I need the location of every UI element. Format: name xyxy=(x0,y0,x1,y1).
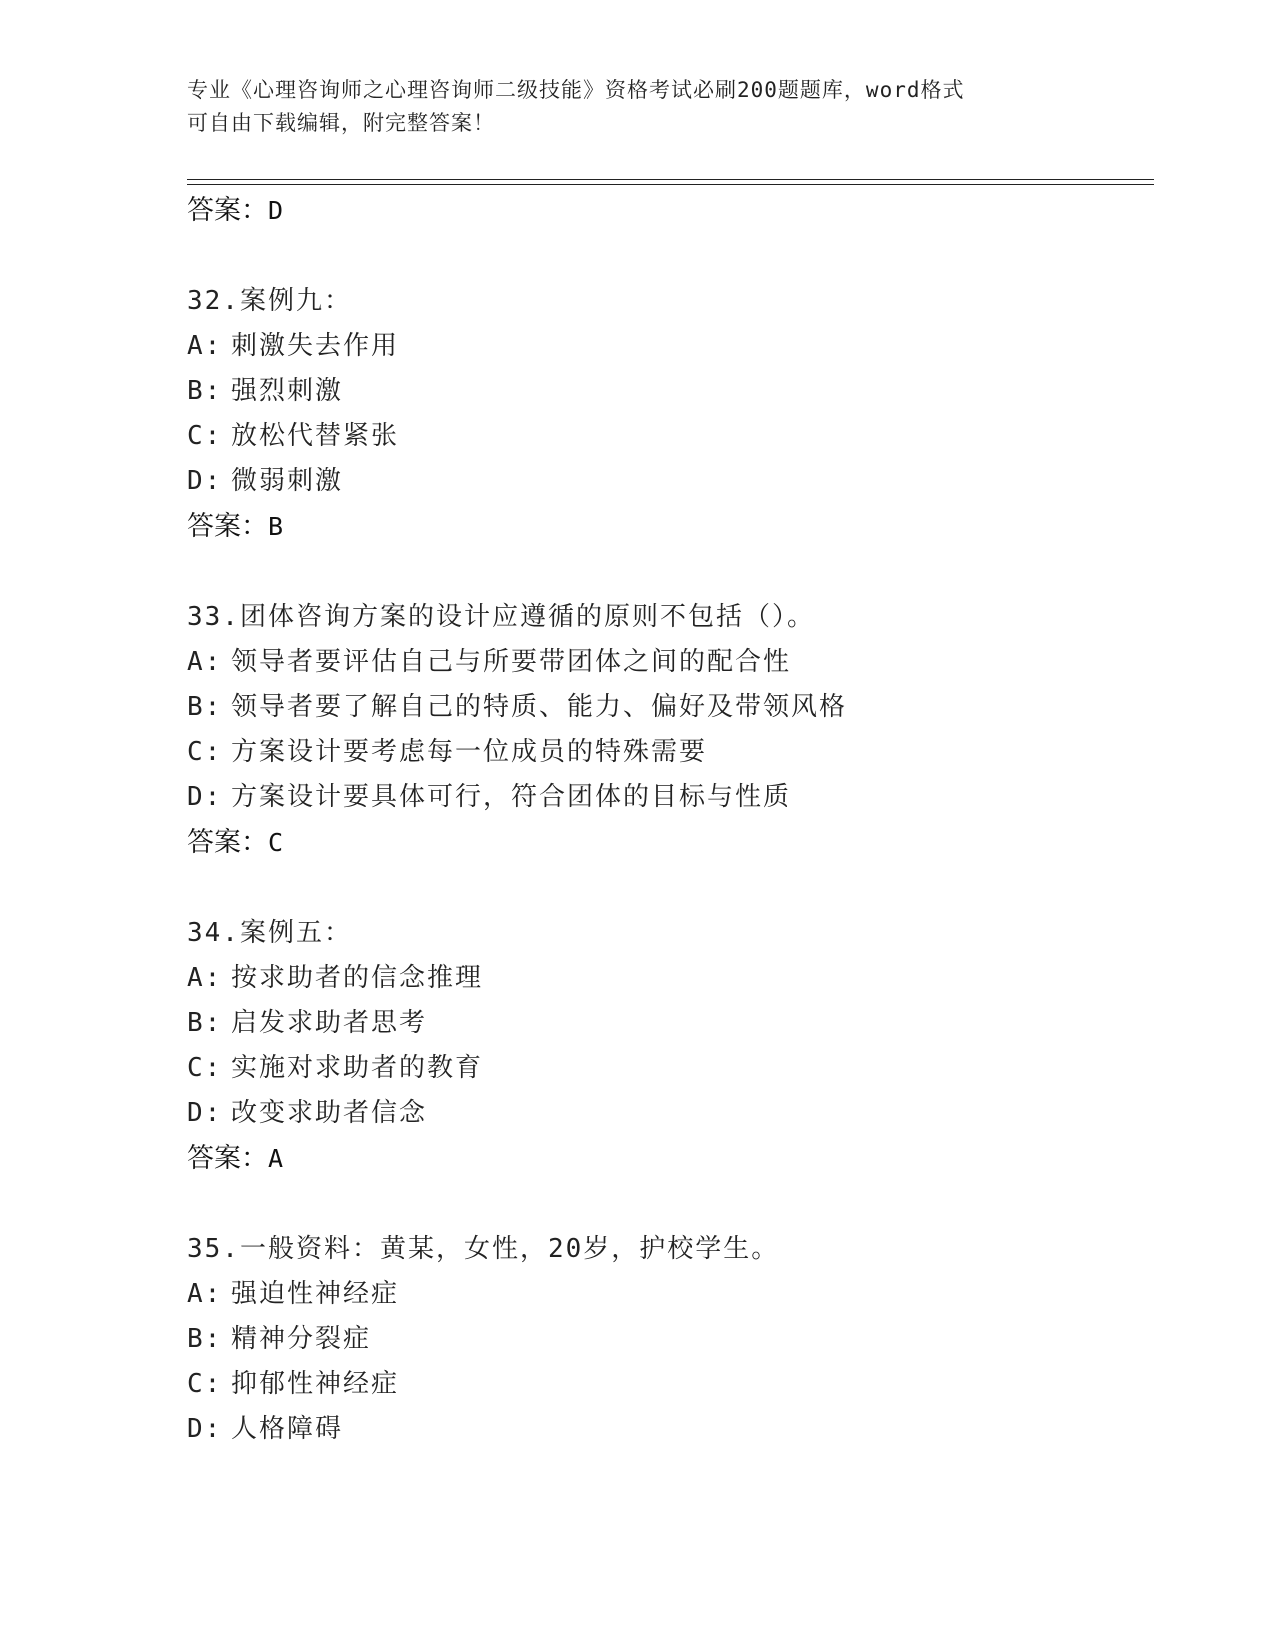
option-key: C: xyxy=(187,1053,223,1083)
header-divider-bottom xyxy=(187,184,1154,185)
option-text: 改变求助者信念 xyxy=(231,1098,428,1128)
answer-label: 答案： xyxy=(187,827,268,858)
answer-letter: C xyxy=(268,828,284,857)
answer-line xyxy=(187,188,1147,233)
option-key: B: xyxy=(187,1324,223,1354)
question-stem: 33.团体咨询方案的设计应遵循的原则不包括（）。 xyxy=(187,602,815,632)
spacer xyxy=(187,865,1147,911)
header-line-1: 专业《心理咨询师之心理咨询师二级技能》资格考试必刷200题题库，word格式 xyxy=(187,78,965,102)
option-b xyxy=(187,1317,1147,1362)
option-key: B: xyxy=(187,1008,223,1038)
header-line-2: 可自由下载编辑，附完整答案！ xyxy=(187,111,495,135)
answer-letter: A xyxy=(268,1144,284,1173)
option-key: A: xyxy=(187,963,223,993)
option-key: D: xyxy=(187,782,223,812)
option-a xyxy=(187,324,1147,369)
spacer xyxy=(187,1181,1147,1227)
option-b xyxy=(187,1001,1147,1046)
option-key: D: xyxy=(187,1098,223,1128)
option-d xyxy=(187,775,1147,820)
option-text: 实施对求助者的教育 xyxy=(231,1053,484,1083)
option-text: 人格障碍 xyxy=(231,1414,344,1444)
question-stem: 35.一般资料：黄某，女性，20岁，护校学生。 xyxy=(187,1234,780,1264)
option-b xyxy=(187,685,1147,730)
question-item xyxy=(187,911,1147,1181)
option-key: B: xyxy=(187,692,223,722)
option-key: B: xyxy=(187,376,223,406)
option-c xyxy=(187,730,1147,775)
option-text: 强烈刺激 xyxy=(231,376,344,406)
option-d xyxy=(187,1407,1147,1452)
option-text: 领导者要了解自己的特质、能力、偏好及带领风格 xyxy=(231,692,848,722)
document-header xyxy=(187,74,1067,140)
option-text: 精神分裂症 xyxy=(231,1324,372,1354)
option-a xyxy=(187,956,1147,1001)
question-list xyxy=(187,188,1147,1452)
question-item xyxy=(187,595,1147,865)
option-key: A: xyxy=(187,647,223,677)
question-stem: 34.案例五： xyxy=(187,918,352,948)
option-key: D: xyxy=(187,466,223,496)
spacer xyxy=(187,233,1147,279)
option-key: A: xyxy=(187,1279,223,1309)
option-a xyxy=(187,640,1147,685)
option-c xyxy=(187,1046,1147,1091)
option-b xyxy=(187,369,1147,414)
option-text: 强迫性神经症 xyxy=(231,1279,400,1309)
option-key: C: xyxy=(187,737,223,767)
option-text: 方案设计要考虑每一位成员的特殊需要 xyxy=(231,737,708,767)
answer-line xyxy=(187,1136,1147,1181)
option-d xyxy=(187,1091,1147,1136)
option-a xyxy=(187,1272,1147,1317)
answer-letter: D xyxy=(268,196,284,225)
option-c xyxy=(187,414,1147,459)
answer-line xyxy=(187,820,1147,865)
option-text: 方案设计要具体可行，符合团体的目标与性质 xyxy=(231,782,792,812)
answer-label: 答案： xyxy=(187,195,268,226)
question-item xyxy=(187,279,1147,549)
answer-label: 答案： xyxy=(187,1143,268,1174)
option-text: 按求助者的信念推理 xyxy=(231,963,484,993)
option-d xyxy=(187,459,1147,504)
spacer xyxy=(187,549,1147,595)
option-text: 放松代替紧张 xyxy=(231,421,400,451)
option-c xyxy=(187,1362,1147,1407)
option-key: A: xyxy=(187,331,223,361)
answer-label: 答案： xyxy=(187,511,268,542)
answer-line xyxy=(187,504,1147,549)
question-item xyxy=(187,1227,1147,1452)
option-text: 启发求助者思考 xyxy=(231,1008,428,1038)
option-text: 领导者要评估自己与所要带团体之间的配合性 xyxy=(231,647,792,677)
header-divider-top xyxy=(187,179,1154,180)
option-key: C: xyxy=(187,1369,223,1399)
option-text: 抑郁性神经症 xyxy=(231,1369,400,1399)
answer-letter: B xyxy=(268,512,284,541)
question-stem: 32.案例九： xyxy=(187,286,352,316)
option-text: 微弱刺激 xyxy=(231,466,344,496)
option-text: 刺激失去作用 xyxy=(231,331,400,361)
option-key: C: xyxy=(187,421,223,451)
option-key: D: xyxy=(187,1414,223,1444)
